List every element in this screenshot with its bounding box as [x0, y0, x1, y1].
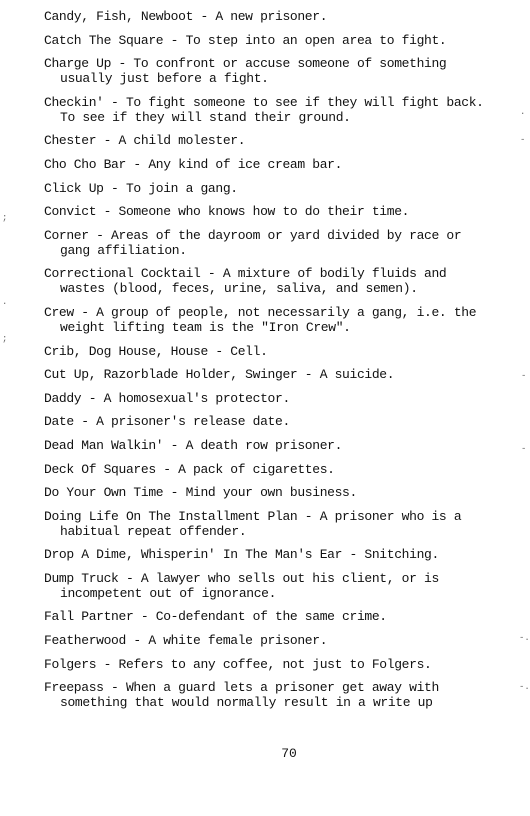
glossary-entry: Charge Up - To confront or accuse someone of something usually just before a fight. [44, 56, 447, 87]
glossary-entry: Click Up - To join a gang. [44, 180, 238, 196]
scan-speck: - [521, 371, 527, 381]
glossary-entry: Doing Life On The Installment Plan - A prisoner who is a habitual repeat offender. [44, 508, 462, 539]
glossary-entry: Freepass - When a guard lets a prisoner get away with something that would normally result in a write up [44, 680, 439, 711]
glossary-entry: Correctional Cocktail - A mixture of bodily fluids and wastes (blood, feces, urine, saliva, and semen). [44, 266, 447, 297]
glossary-entry: Deck Of Squares - A pack of cigarettes. [44, 461, 335, 477]
glossary-entry: Checkin' - To fight someone to see if they will fight back. To see if they will stand their ground. [44, 94, 484, 125]
glossary-entry: Crew - A group of people, not necessarily a gang, i.e. the weight lifting team is the "Iron Crew". [44, 304, 477, 335]
glossary-entry: Catch The Square - To step into an open area to fight. [44, 32, 447, 48]
glossary-entry: Convict - Someone who knows how to do their time. [44, 204, 410, 220]
glossary-entry: Cho Cho Bar - Any kind of ice cream bar. [44, 156, 343, 172]
glossary-entry: Dead Man Walkin' - A death row prisoner. [44, 437, 343, 453]
scan-speck: -. [519, 682, 530, 692]
glossary-entry: Daddy - A homosexual's protector. [44, 390, 290, 406]
glossary-entry: Folgers - Refers to any coffee, not just to Folgers. [44, 656, 432, 672]
scan-speck: - [520, 135, 526, 145]
scan-speck: ; [2, 213, 8, 223]
glossary-entry: Featherwood - A white female prisoner. [44, 633, 328, 649]
scan-speck: · [520, 109, 526, 119]
scan-speck: -. [519, 633, 530, 643]
page-number: 70 [281, 746, 297, 761]
glossary-entry: Dump Truck - A lawyer who sells out his client, or is incompetent out of ignorance. [44, 570, 439, 601]
scan-speck: ; [2, 334, 8, 344]
glossary-entry: Cut Up, Razorblade Holder, Swinger - A suicide. [44, 367, 395, 383]
glossary-entry: Chester - A child molester. [44, 133, 246, 149]
glossary-entry: Candy, Fish, Newboot - A new prisoner. [44, 9, 328, 24]
scan-speck: - [521, 444, 527, 454]
scan-speck: · [2, 299, 8, 309]
glossary-entries [44, 9, 484, 719]
glossary-entry: Drop A Dime, Whisperin' In The Man's Ear - Snitching. [44, 547, 439, 563]
glossary-entry: Date - A prisoner's release date. [44, 414, 290, 430]
glossary-entry: Do Your Own Time - Mind your own business. [44, 485, 357, 501]
glossary-entry: Fall Partner - Co-defendant of the same crime. [44, 609, 387, 625]
glossary-entry: Corner - Areas of the dayroom or yard divided by race or gang affiliation. [44, 227, 462, 258]
glossary-entry: Crib, Dog House, House - Cell. [44, 343, 268, 359]
